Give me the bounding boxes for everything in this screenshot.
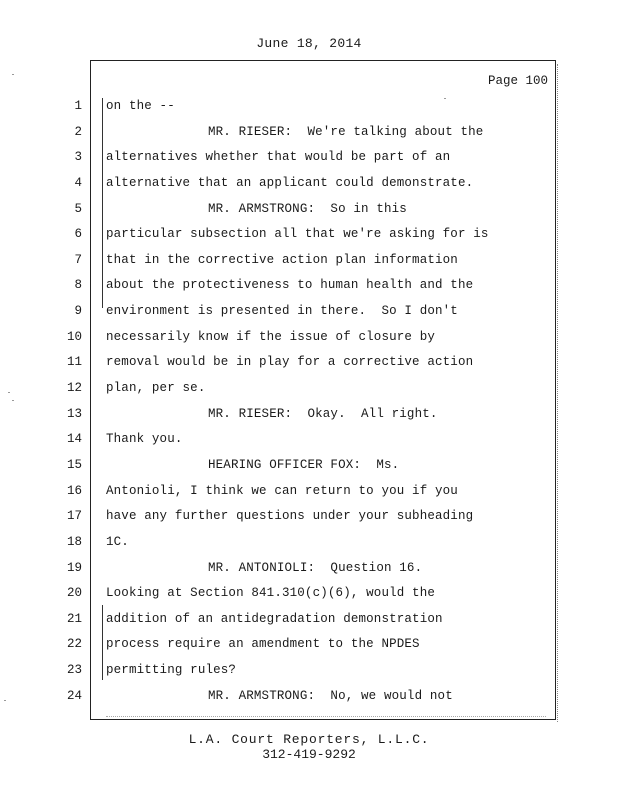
transcript-date: June 18, 2014 [256, 36, 362, 51]
transcript-line: necessarily know if the issue of closure by [106, 329, 436, 344]
line-number-column [56, 94, 82, 709]
transcript-line: alternatives whether that would be part of an [106, 150, 451, 165]
line-number: 6 [74, 227, 82, 242]
transcript-body [106, 94, 546, 709]
transcript-line: about the protectiveness to human health and the [106, 278, 474, 293]
scan-speck [12, 74, 14, 75]
line-number: 8 [74, 278, 82, 293]
line-number: 14 [66, 432, 82, 447]
line-number: 1 [74, 99, 82, 113]
transcript-line: Thank you. [106, 432, 183, 447]
footer-phone: 312-419-9292 [262, 747, 356, 762]
transcript-line: plan, per se. [106, 381, 206, 396]
line-number: 2 [74, 124, 82, 139]
scan-speck [12, 400, 14, 401]
line-number: 15 [66, 457, 82, 472]
margin-rule-bottom [102, 605, 103, 680]
transcript-line: HEARING OFFICER FOX: Ms. [208, 457, 400, 472]
line-number: 4 [74, 175, 82, 190]
line-number: 21 [66, 611, 82, 626]
line-number: 7 [74, 252, 82, 267]
line-number: 23 [66, 663, 82, 678]
transcript-line: MR. RIESER: We're talking about the [208, 124, 484, 139]
line-number: 9 [74, 304, 82, 319]
scan-noise [106, 716, 546, 718]
transcript-line: particular subsection all that we're asking for is [106, 227, 489, 242]
line-number: 12 [66, 381, 82, 396]
line-number: 24 [66, 688, 82, 703]
margin-rule-top [102, 98, 103, 308]
line-number: 20 [66, 586, 82, 601]
line-number: 17 [66, 509, 82, 524]
transcript-line: alternative that an applicant could demonstrate. [106, 175, 474, 190]
transcript-line: permitting rules? [106, 663, 237, 678]
line-number: 22 [66, 637, 82, 652]
transcript-line: Looking at Section 841.310(c)(6), would the [106, 586, 436, 601]
transcript-line: that in the corrective action plan information [106, 252, 458, 267]
transcript-line: 1C. [106, 534, 129, 549]
transcript-line: have any further questions under your subheading [106, 509, 474, 524]
line-number: 19 [66, 560, 82, 575]
transcript-line: addition of an antidegradation demonstration [106, 611, 443, 626]
transcript-line: environment is presented in there. So I don't [106, 304, 458, 319]
transcript-line: MR. ARMSTRONG: So in this [208, 201, 407, 216]
frame-edge-shadow [554, 64, 558, 722]
footer-company: L.A. Court Reporters, L.L.C. [188, 732, 430, 747]
page-number: Page 100 [487, 74, 548, 88]
transcript-line: MR. RIESER: Okay. All right. [208, 406, 438, 421]
line-number: 16 [66, 483, 82, 498]
transcript-line: MR. ARMSTRONG: No, we would not [208, 688, 453, 703]
scan-speck [8, 392, 10, 393]
line-number: 13 [66, 406, 82, 421]
line-number: 11 [66, 355, 82, 370]
line-number: 18 [66, 534, 82, 549]
line-number: 5 [74, 201, 82, 216]
transcript-line: on the -- [106, 99, 175, 113]
transcript-line: process require an amendment to the NPDES [106, 637, 420, 652]
line-number: 3 [74, 150, 82, 165]
transcript-line: removal would be in play for a corrective action [106, 355, 474, 370]
transcript-line: MR. ANTONIOLI: Question 16. [208, 560, 423, 575]
scan-speck [444, 98, 446, 99]
scan-speck [4, 700, 6, 701]
line-number: 10 [66, 329, 82, 344]
transcript-line: Antonioli, I think we can return to you if you [106, 483, 458, 498]
